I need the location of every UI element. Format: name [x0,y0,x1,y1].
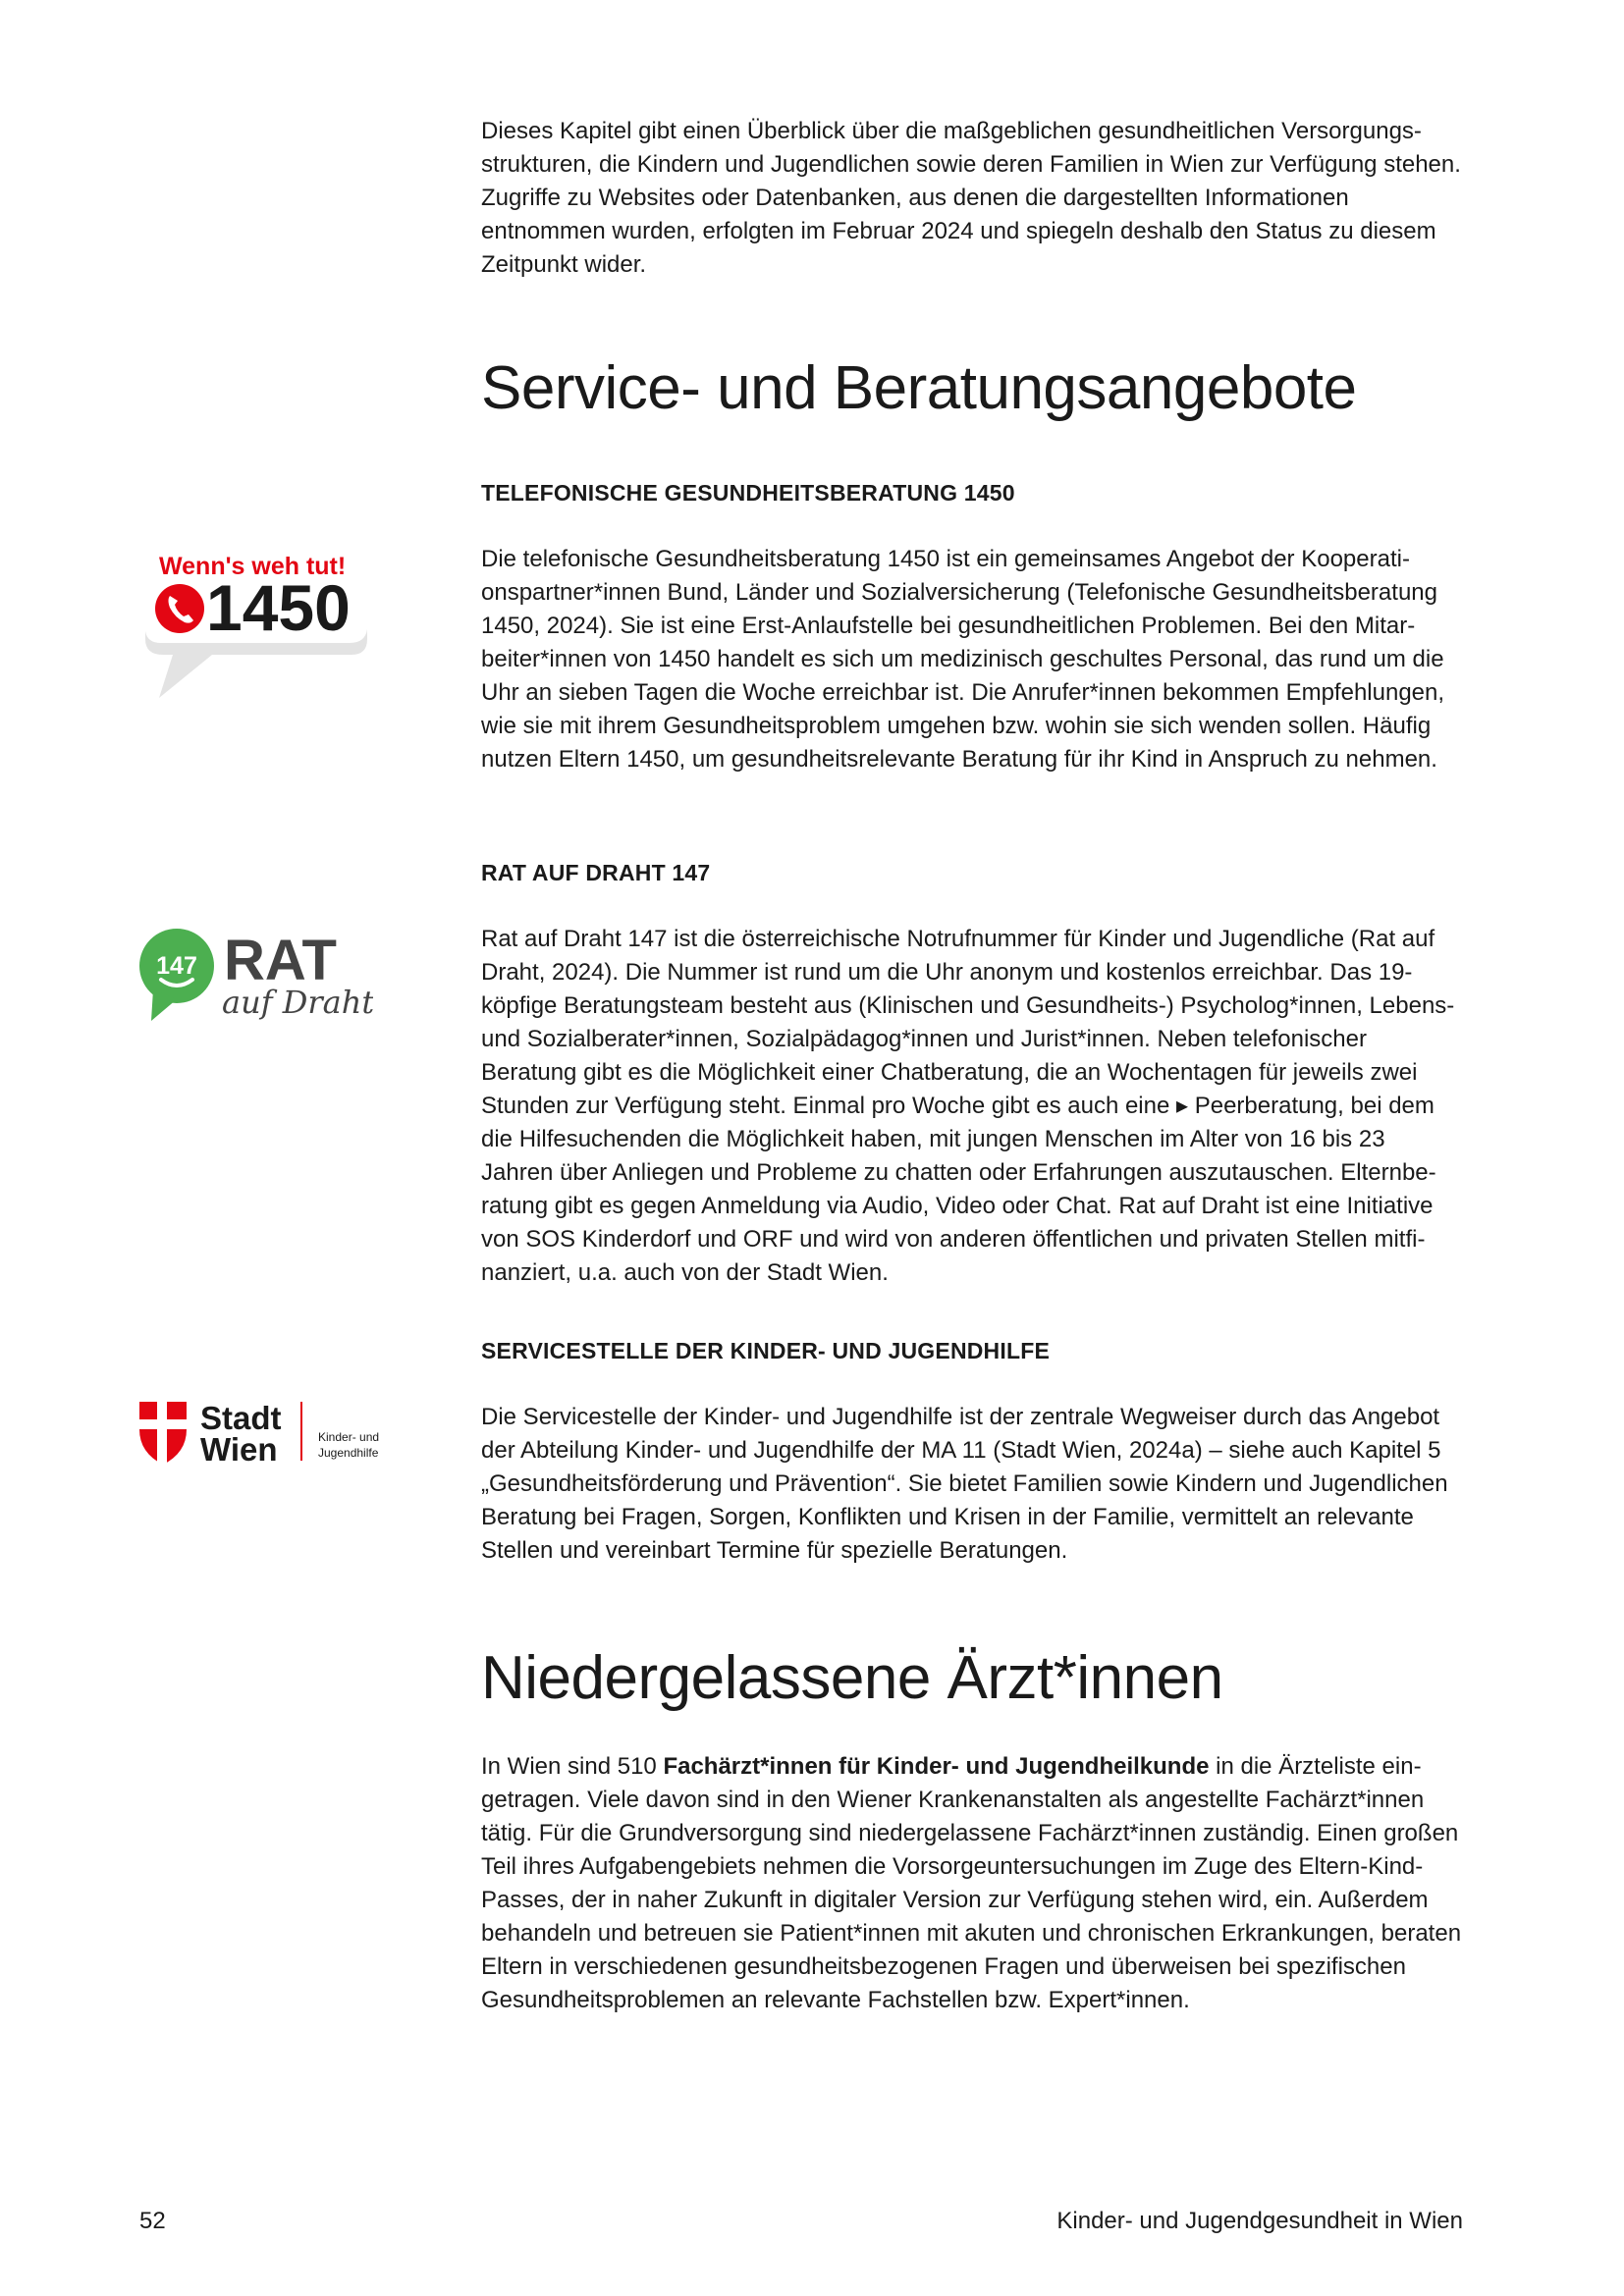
heading-servicestelle: SERVICESTELLE DER KINDER- UND JUGENDHILFE [481,1338,1050,1363]
paragraph-aerztinnen-start: In Wien sind 510 [481,1753,664,1780]
paragraph-servicestelle: Die Servicestelle der Kinder- und Jugendhilfe ist der zentrale Wegweiser durch das Angebot der Abteilung Kinder- und Jugendhilfe der MA 11 (Stadt Wien, 2024a) – siehe auch Kapitel 5 „Gesundheitsförderung und Prävention“. Sie bietet Familien sowie Kindern und Jugendlichen Beratung bei Fragen, Sorgen, Konflikten und Krisen in der Familie, vermittelt an relevante Stellen und vereinbart Termine für spezielle Beratungen. [481,1404,1448,1564]
logo-rat-word: RAT [224,929,337,992]
speech-bubble-icon [137,545,373,702]
section-title-aerztinnen: Niedergelassene Ärzt*innen [481,1644,1223,1712]
paragraph-aerztinnen-bold: Fachärzt*innen für Kinder- und Jugendheilkunde [663,1753,1210,1780]
heading-1450: TELEFONISCHE GESUNDHEITSBERATUNG 1450 [481,480,1015,506]
logo-147-number: 147 [156,952,197,980]
paragraph-rat-auf-draht: Rat auf Draht 147 ist die österreichische Notrufnummer für Kinder und Jugendliche (Rat auf Draht, 2024). Die Nummer ist rund um die Uhr anonym und kostenlos erreichbar. Das 19-köpfige Beratungsteam besteht aus (Klinischen und Gesundheits-) Psycholog*innen, Lebens- und Sozialberater*innen, Sozialpädagog*innen und Jurist*innen. Neben telefonischer Beratung gibt es die Möglichkeit einer Chatberatung, die an Wochentagen für jeweils zwei Stunden zur Verfügung steht. Einmal pro Woche gibt es auch eine ▸ Peerberatung, bei dem die Hilfesuchenden die Möglichkeit haben, mit jungen Menschen im Alter von 16 bis 23 Jahren über Anliegen und Probleme zu chatten oder Erfahrungen auszutauschen. Elternberatung gibt es gegen Anmeldung via Audio, Video oder Chat. Rat auf Draht ist eine Initiative von SOS Kinderdorf und ORF und wird von anderen öffentlichen und privaten Stellen mitfinanziert, u.a. auch von der Stadt Wien. [481,926,1455,1286]
heading-rat-auf-draht: RAT AUF DRAHT 147 [481,860,711,885]
logo-1450-number: 1450 [206,571,351,644]
footer-title: Kinder- und Jugendgesundheit in Wien [1056,2208,1463,2234]
logo-wien-text: Wien [200,1431,278,1467]
logo-1450 [137,545,373,702]
logo-1450-tagline: Wenn's weh tut! [159,553,347,580]
rat-auf-draht-logo-icon [137,925,373,1023]
logo-sub-line2: Jugendhilfe [318,1446,379,1460]
logo-auf-draht-script: auf Draht [222,984,373,1021]
intro-paragraph: Dieses Kapitel gibt einen Überblick über die maßgeblichen gesundheitlichen Versorgungsstrukturen, die Kindern und Jugendlichen sowie deren Familien in Wien zur Verfügung stehen. Zugriffe zu Websites oder Datenbanken, aus denen die dargestellten Informationen entnommen wurden, erfolgten im Februar 2024 und spiegeln deshalb den Status zu diesem Zeitpunkt wider. [481,118,1461,278]
paragraph-aerztinnen-rest: in die Ärzteliste eingetragen. Viele davon sind in den Wiener Krankenanstalten als angestellte Fachärzt*innen tätig. Für die Grundversorgung sind niedergelassene Fachärzt*innen zuständig. Einen großen Teil ihres Aufgabengebiets nehmen die Vorsorgeuntersuchungen im Zuge des Eltern-Kind-Passes, der in naher Zukunft in digitaler Version zur Verfügung stehen wird, ein. Außerdem behandeln und betreuen sie Patient*innen mit akuten und chronischen Erkrankungen, beraten Eltern in verschiedenen gesundheitsbezogenen Fragen und überweisen bei spezifischen Gesundheitsproblemen an relevante Fachstellen bzw. Expert*innen. [481,1753,1462,2013]
logo-stadt-wien [137,1398,403,1467]
page-number: 52 [139,2208,166,2234]
section-title-service: Service- und Beratungsangebote [481,354,1357,422]
logo-rat-auf-draht [137,925,373,1023]
paragraph-1450: Die telefonische Gesundheitsberatung 1450 ist ein gemeinsames Angebot der Kooperationspartner*innen Bund, Länder und Sozialversicherung (Telefonische Gesundheitsberatung 1450, 2024). Sie ist eine Erst-Anlaufstelle bei gesundheitlichen Problemen. Bei den Mitarbeiter*innen von 1450 handelt es sich um medizinisch geschultes Personal, das rund um die Uhr an sieben Tagen die Woche erreichbar ist. Die Anrufer*innen bekommen Empfehlungen, wie sie mit ihrem Gesundheitsproblem umgehen bzw. wohin sie sich wenden sollen. Häufig nutzen Eltern 1450, um gesundheitsrelevante Beratung für ihr Kind in Anspruch zu nehmen. [481,546,1445,773]
phone-icon [155,584,204,633]
stadt-wien-logo-icon [137,1398,403,1467]
logo-sub-line1: Kinder- und [318,1430,380,1444]
paragraph-aerztinnen [481,1750,1463,2017]
logo-stadt-text: Stadt [200,1400,282,1436]
